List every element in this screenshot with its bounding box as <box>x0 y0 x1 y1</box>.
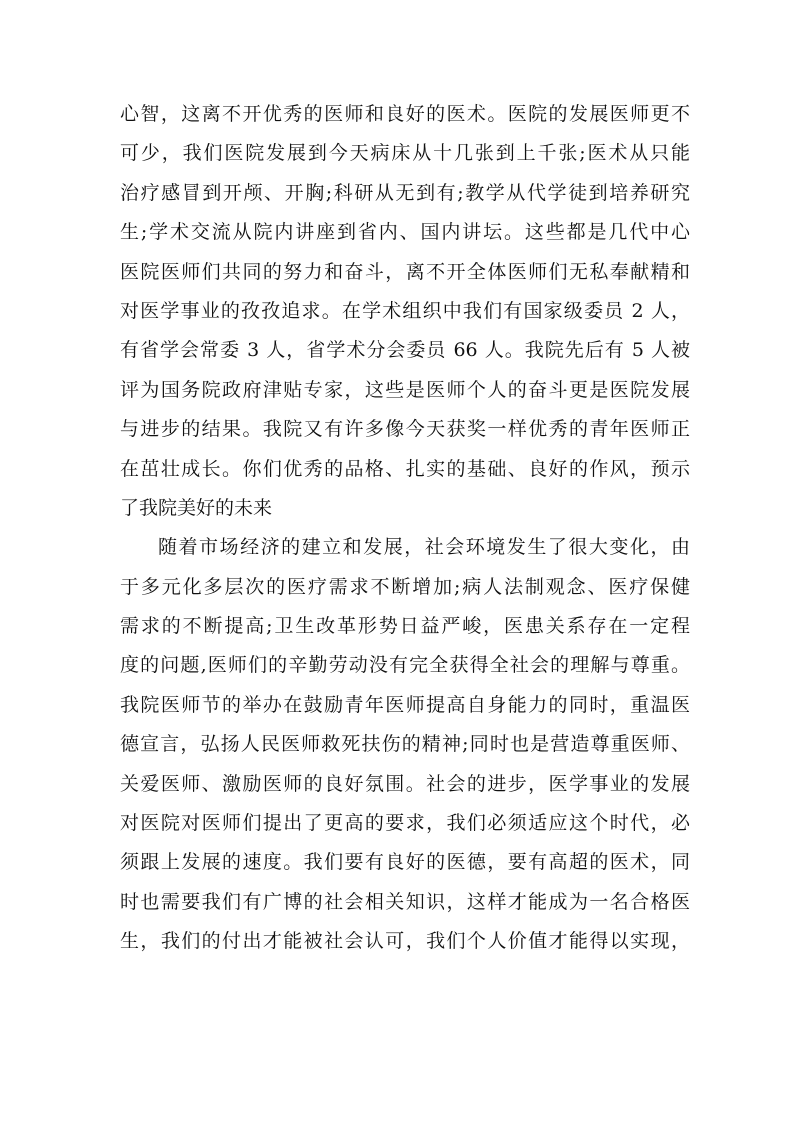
text-line: 有省学会常委 3 人，省学术分会委员 66 人。我院先后有 5 人被 <box>120 339 690 362</box>
text-line: 生，我们的付出才能被社会认可，我们个人价值才能得以实现， <box>120 930 690 953</box>
text-line: 在茁壮成长。你们优秀的品格、扎实的基础、良好的作风，预示 <box>120 457 690 480</box>
text-line: 须跟上发展的速度。我们要有良好的医德，要有高超的医术，同 <box>120 851 690 874</box>
text-line: 心智，这离不开优秀的医师和良好的医术。医院的发展医师更不 <box>120 103 690 125</box>
text-line: 时也需要我们有广博的社会相关知识，这样才能成为一名合格医 <box>120 890 690 913</box>
text-line: 与进步的结果。我院又有许多像今天获奖一样优秀的青年医师正 <box>120 418 690 441</box>
text-line: 随着市场经济的建立和发展，社会环境发生了很大变化，由 <box>158 536 690 559</box>
paragraph-2 <box>120 528 690 961</box>
text-line: 对医院对医师们提出了更高的要求，我们必须适应这个时代，必 <box>120 812 690 835</box>
text-line: 度的问题,医师们的辛勤劳动没有完全获得全社会的理解与尊重。 <box>120 654 690 677</box>
text-line: 生;学术交流从院内讲座到省内、国内讲坛。这些都是几代中心 <box>120 221 690 244</box>
body-text <box>120 95 690 962</box>
text-line: 治疗感冒到开颅、开胸;科研从无到有;教学从代学徒到培养研究 <box>120 181 690 204</box>
text-line: 了我院美好的未来 <box>120 496 273 519</box>
text-line: 医院医师们共同的努力和奋斗，离不开全体医师们无私奉献精和 <box>120 260 690 283</box>
text-line: 德宣言，弘扬人民医师救死扶伤的精神;同时也是营造尊重医师、 <box>120 733 690 756</box>
text-line: 可少，我们医院发展到今天病床从十几张到上千张;医术从只能 <box>120 142 690 165</box>
text-line: 关爱医师、激励医师的良好氛围。社会的进步，医学事业的发展 <box>120 772 690 795</box>
text-line: 需求的不断提高;卫生改革形势日益严峻，医患关系存在一定程 <box>120 615 690 638</box>
text-line: 于多元化多层次的医疗需求不断增加;病人法制观念、医疗保健 <box>120 575 690 598</box>
text-line: 评为国务院政府津贴专家，这些是医师个人的奋斗更是医院发展 <box>120 378 690 401</box>
paragraph-1 <box>120 95 690 528</box>
text-line: 对医学事业的孜孜追求。在学术组织中我们有国家级委员 2 人， <box>120 299 690 322</box>
text-line: 我院医师节的举办在鼓励青年医师提高自身能力的同时，重温医 <box>120 693 690 716</box>
